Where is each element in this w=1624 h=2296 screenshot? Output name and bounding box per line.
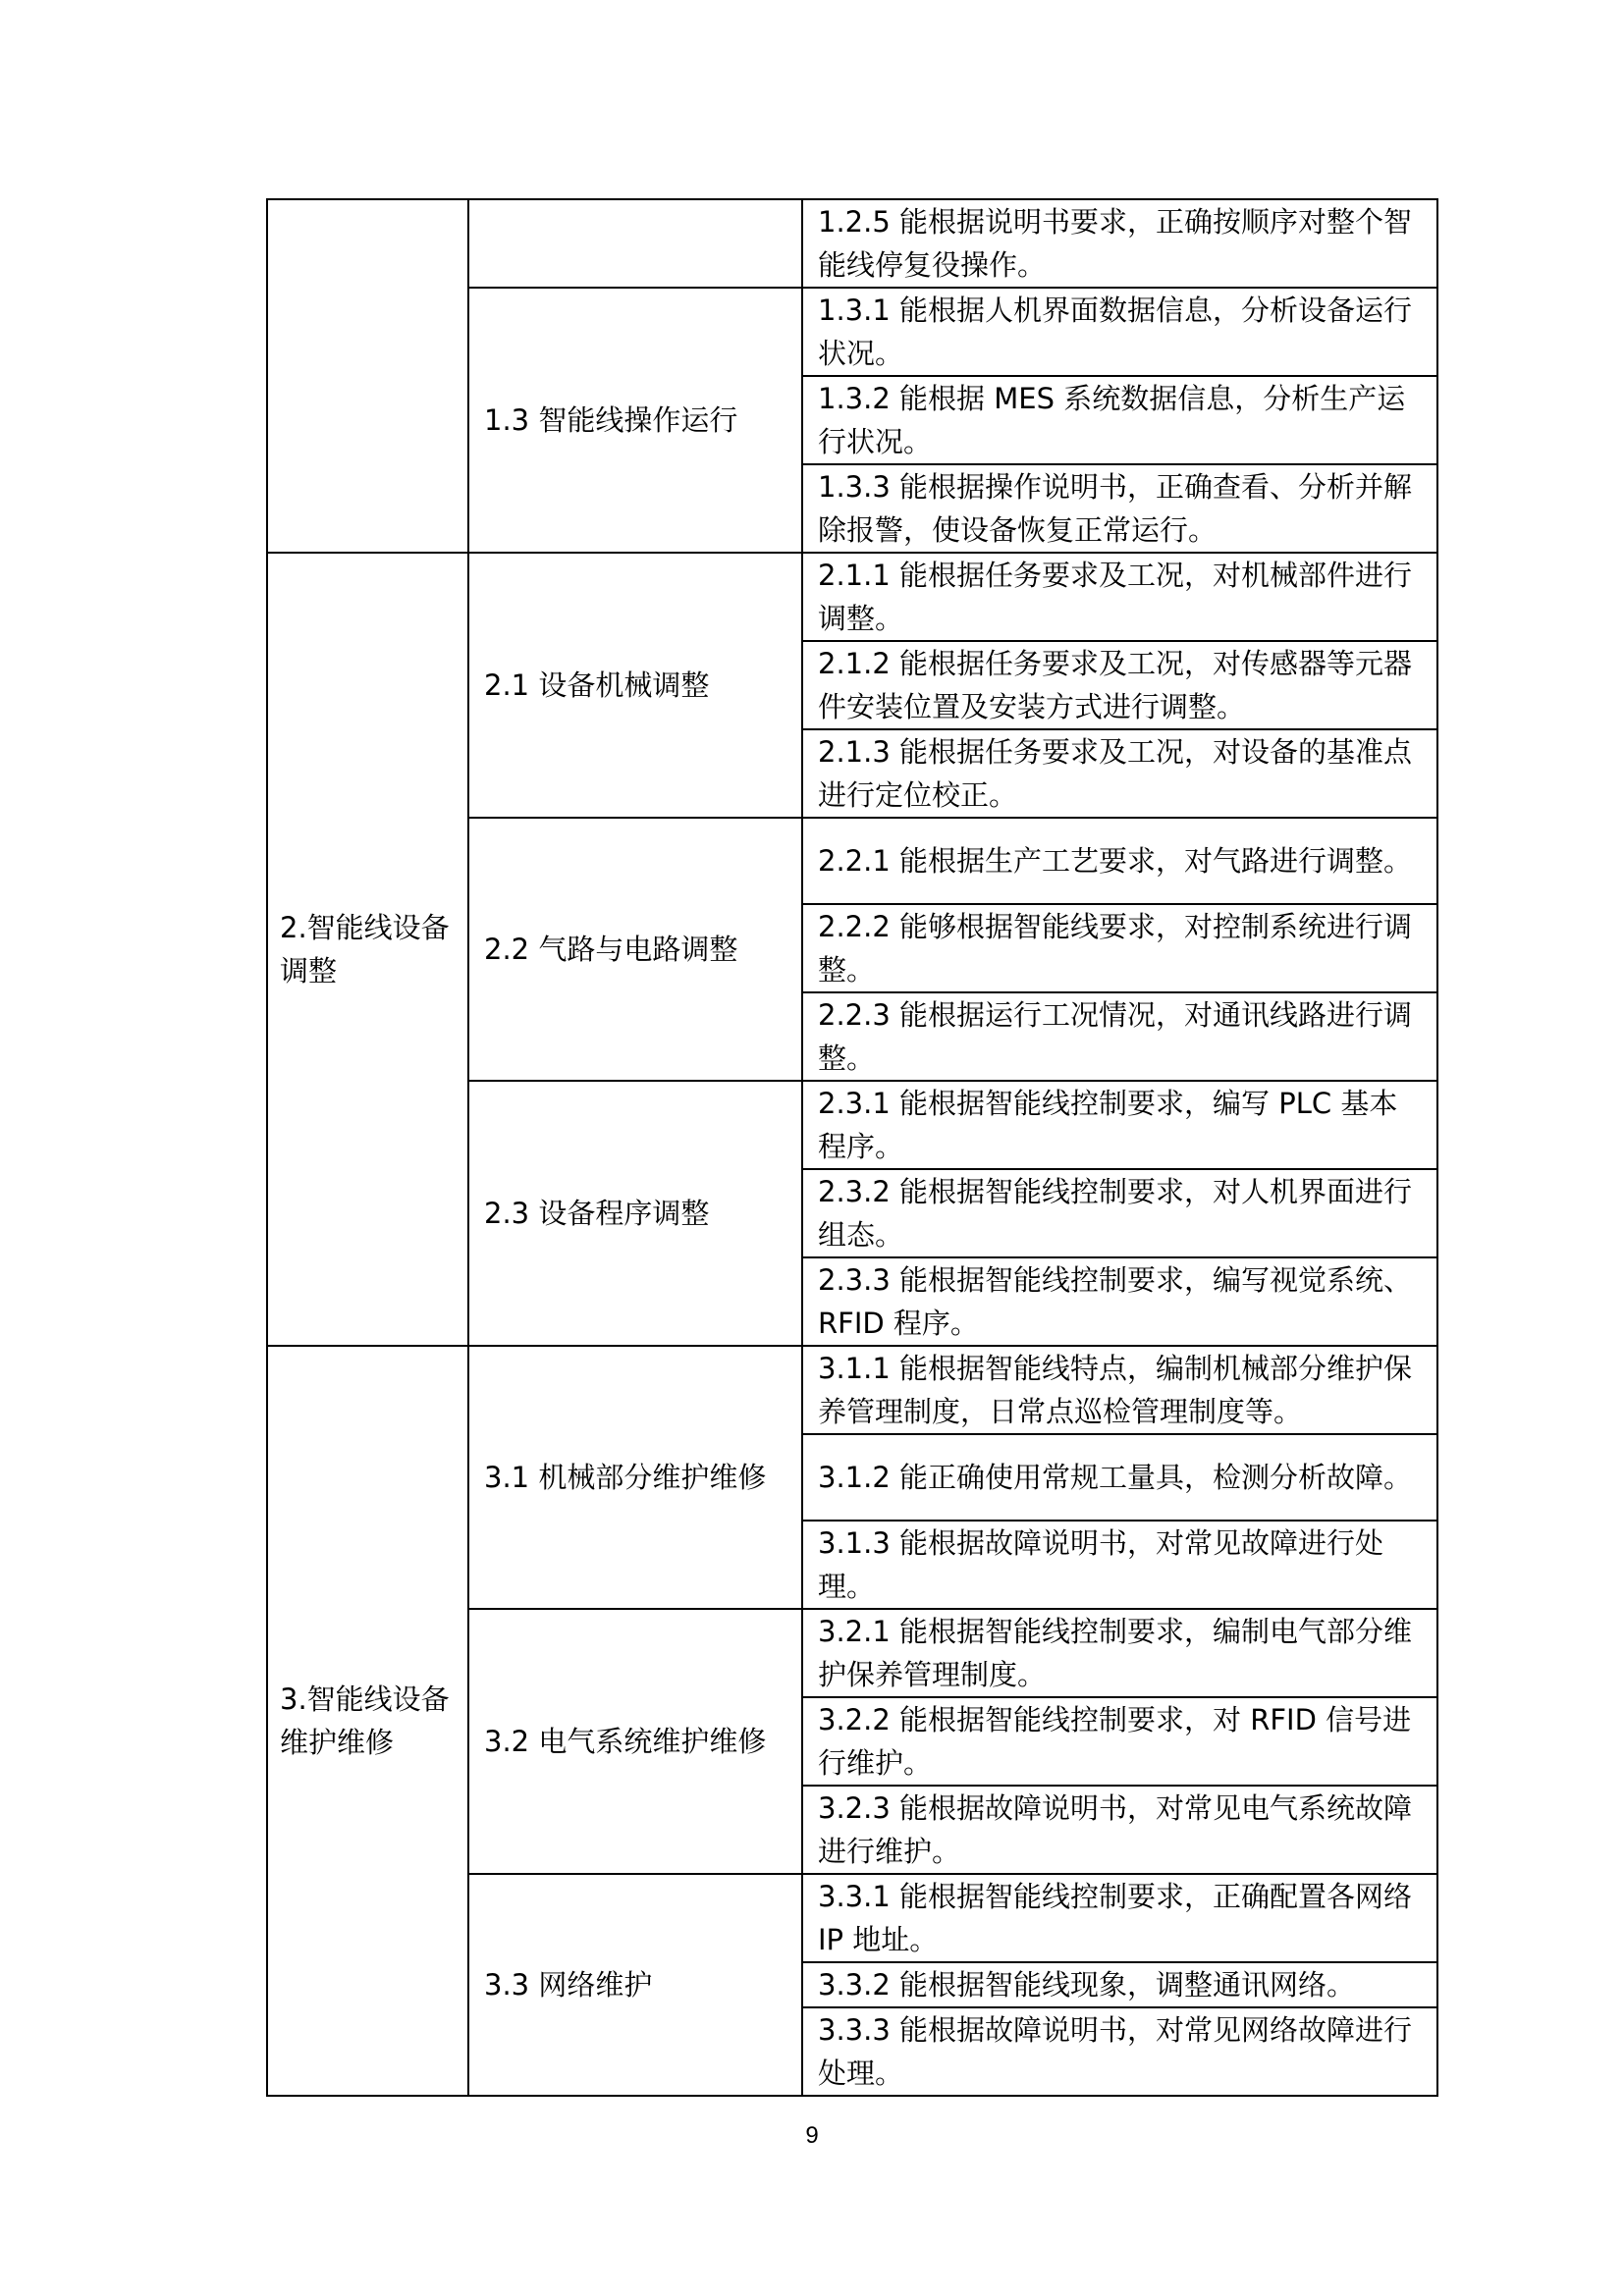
requirement-cell: [802, 641, 1437, 729]
requirement-cell: [802, 1786, 1437, 1874]
requirement-cell: [802, 1169, 1437, 1257]
requirement-cell: [802, 199, 1437, 288]
requirement-cell: [802, 288, 1437, 376]
requirement-text: 3.2.1 能根据智能线控制要求，编制电气部分维护保养管理制度。: [818, 1615, 1413, 1691]
requirement-cell: [802, 729, 1437, 818]
requirement-text: 2.3.2 能根据智能线控制要求，对人机界面进行组态。: [818, 1175, 1413, 1252]
requirement-text: 3.1.2 能正确使用常规工量具，检测分析故障。: [818, 1461, 1413, 1494]
requirement-cell: [802, 376, 1437, 464]
requirement-text: 1.3.1 能根据人机界面数据信息，分析设备运行状况。: [818, 294, 1413, 370]
unit-cell: 3.3 网络维护: [468, 1874, 802, 2096]
requirement-text: 3.3.3 能根据故障说明书，对常见网络故障进行处理。: [818, 2013, 1413, 2090]
unit-cell: 1.3 智能线操作运行: [468, 288, 802, 553]
requirement-cell: [802, 1962, 1437, 2007]
requirement-text: 2.2.1 能根据生产工艺要求，对气路进行调整。: [818, 844, 1413, 878]
requirement-text: 3.2.3 能根据故障说明书，对常见电气系统故障进行维护。: [818, 1791, 1413, 1868]
requirement-text: 2.3.1 能根据智能线控制要求，编写 PLC 基本程序。: [818, 1087, 1398, 1163]
requirement-text: 3.1.1 能根据智能线特点，编制机械部分维护保养管理制度，日常点巡检管理制度等。: [818, 1352, 1413, 1428]
requirement-text: 2.3.3 能根据智能线控制要求，编写视觉系统、RFID 程序。: [818, 1263, 1413, 1340]
requirement-text: 2.2.3 能根据运行工况情况，对通讯线路进行调整。: [818, 998, 1413, 1075]
requirement-cell: [802, 1434, 1437, 1521]
requirement-text: 2.1.1 能根据任务要求及工况，对机械部件进行调整。: [818, 559, 1413, 635]
module-cell: 2.智能线设备调整: [267, 553, 468, 1346]
requirement-cell: [802, 1346, 1437, 1434]
requirement-text: 1.3.2 能根据 MES 系统数据信息，分析生产运行状况。: [818, 382, 1406, 458]
module-cell-1: [267, 199, 468, 553]
unit-cell-blank: [468, 199, 802, 288]
requirement-cell: [802, 992, 1437, 1081]
requirement-cell: [802, 818, 1437, 904]
unit-cell: 3.2 电气系统维护维修: [468, 1609, 802, 1874]
page-number: 9: [805, 2122, 819, 2149]
table-row: [267, 199, 1437, 288]
requirement-text: 3.1.3 能根据故障说明书，对常见故障进行处理。: [818, 1526, 1384, 1603]
requirement-text: 2.1.3 能根据任务要求及工况，对设备的基准点进行定位校正。: [818, 735, 1413, 812]
requirement-cell: [802, 1257, 1437, 1346]
requirement-text: 3.3.1 能根据智能线控制要求，正确配置各网络 IP 地址。: [818, 1880, 1413, 1956]
unit-cell: 2.2 气路与电路调整: [468, 818, 802, 1081]
requirement-cell: [802, 1081, 1437, 1169]
table-row: [267, 553, 1437, 641]
unit-cell: 2.3 设备程序调整: [468, 1081, 802, 1346]
requirement-cell: [802, 1697, 1437, 1786]
requirement-text: 1.3.3 能根据操作说明书，正确查看、分析并解除报警，使设备恢复正常运行。: [818, 470, 1413, 547]
requirement-cell: [802, 464, 1437, 553]
requirement-text: 2.2.2 能够根据智能线要求，对控制系统进行调整。: [818, 910, 1413, 987]
requirement-text: 2.1.2 能根据任务要求及工况，对传感器等元器件安装位置及安装方式进行调整。: [818, 647, 1413, 723]
requirement-text: 1.2.5 能根据说明书要求，正确按顺序对整个智能线停复役操作。: [818, 205, 1413, 282]
requirement-text: 3.2.2 能根据智能线控制要求，对 RFID 信号进行维护。: [818, 1703, 1412, 1780]
requirement-cell: [802, 1609, 1437, 1697]
requirement-cell: [802, 904, 1437, 992]
requirement-text: 3.3.2 能根据智能线现象，调整通讯网络。: [818, 1968, 1356, 2002]
requirement-cell: [802, 1521, 1437, 1609]
unit-cell: 2.1 设备机械调整: [468, 553, 802, 818]
requirement-cell: [802, 2007, 1437, 2096]
requirement-cell: [802, 1874, 1437, 1962]
module-cell: 3.智能线设备维护维修: [267, 1346, 468, 2096]
table-row: [267, 1346, 1437, 1434]
requirement-cell: [802, 553, 1437, 641]
unit-cell: 3.1 机械部分维护维修: [468, 1346, 802, 1609]
competency-table: [266, 198, 1438, 2097]
